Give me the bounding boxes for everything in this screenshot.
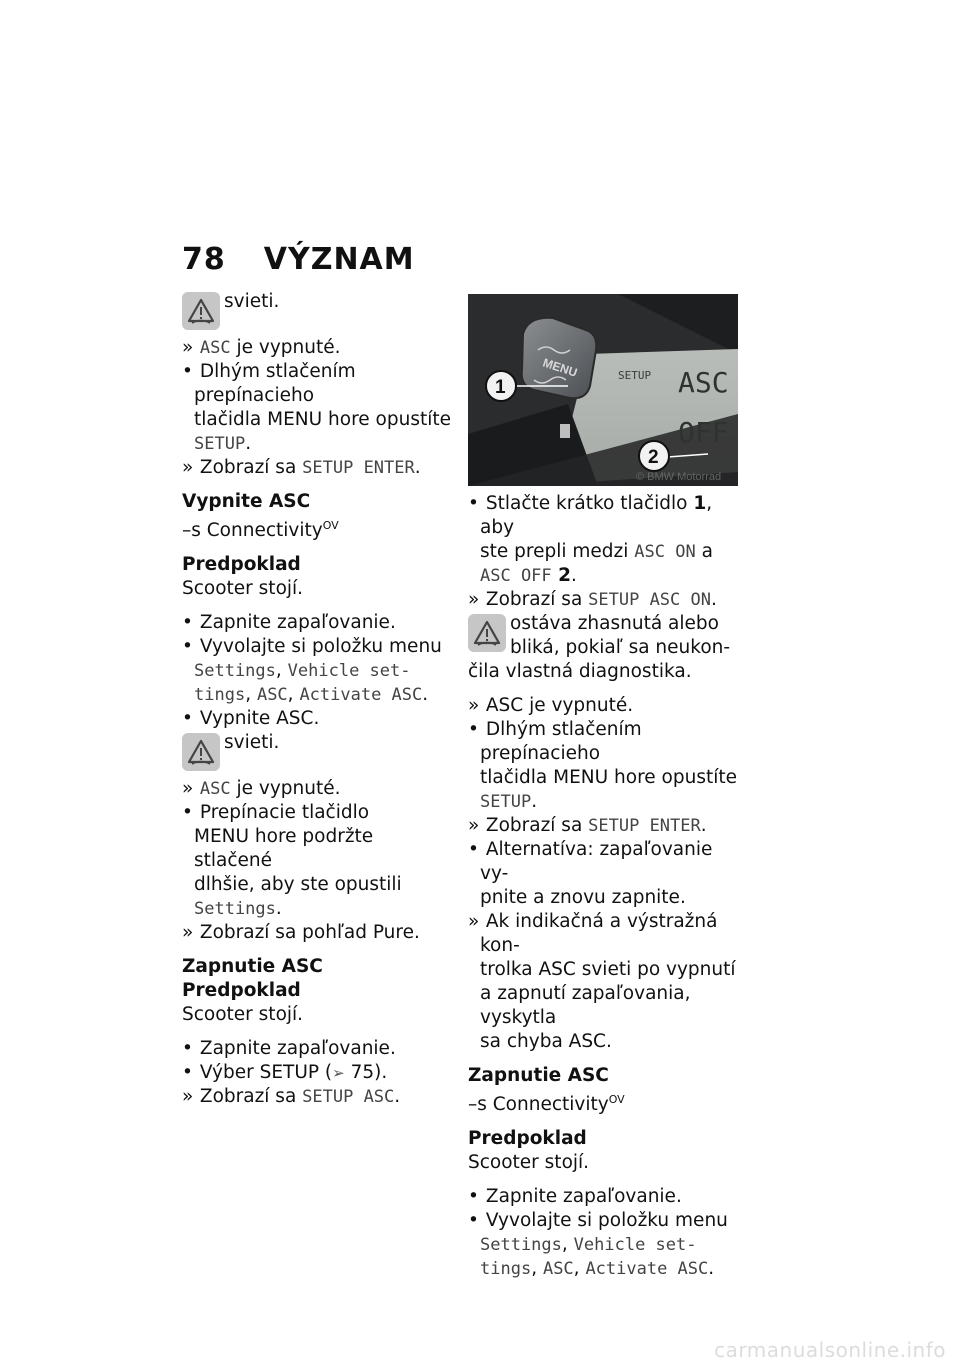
prerequisite-text: Scooter stojí. (182, 1004, 304, 1026)
bullet-line: • Vyvolajte si položku menu (468, 1210, 728, 1232)
bullet-line: • Stlačte krátko tlačidlo 1, aby (468, 493, 713, 538)
section-heading: Zapnutie ASC (468, 1065, 609, 1086)
asc-warning-icon (182, 292, 220, 330)
bullet-line: • Vyvolajte si položku menu (182, 636, 442, 658)
result-line: » Zobrazí sa SETUP ENTER. (182, 457, 421, 478)
svg-text:MENU: MENU (541, 355, 580, 380)
prerequisite-heading: Predpoklad (182, 554, 301, 576)
section-heading: Zapnutie ASC (182, 956, 323, 978)
bullet-line: • Alternatíva: zapaľovanie vy- (468, 839, 713, 884)
warning-row (182, 731, 452, 771)
bullet-line: • Zapnite zapaľovanie. (182, 612, 396, 634)
callout-2 (639, 441, 669, 471)
result-line: » Zobrazí sa SETUP ASC ON. (468, 589, 717, 610)
page-title: VÝZNAM (263, 242, 415, 277)
warning-text: ostáva zhasnutá alebo bliká, pokiaľ sa neukon- (510, 613, 731, 658)
bullet-line: • Dlhým stlačením prepínacieho (182, 361, 356, 406)
prerequisite-heading: Predpoklad (468, 1128, 587, 1150)
page-reference-arrow-icon: ➢ (332, 1064, 345, 1083)
bullet-line: • Zapnite zapaľovanie. (468, 1186, 682, 1208)
dashboard-photo (468, 294, 738, 486)
prerequisite-heading: Predpoklad (182, 980, 301, 1002)
warning-row (182, 290, 452, 330)
result-line: » Zobrazí sa SETUP ASC. (182, 1086, 401, 1108)
svg-text:2: 2 (648, 447, 659, 468)
warning-text: svieti. (224, 291, 280, 312)
bullet-line: • Výber SETUP (➢ 75). (182, 1062, 388, 1084)
warning-text: svieti. (224, 732, 280, 754)
result-line: » Ak indikačná a výstražná kon- (468, 911, 718, 956)
svg-text:SETUP: SETUP (618, 369, 652, 382)
page-header (182, 242, 415, 277)
callout-1 (486, 371, 516, 401)
left-column: svieti. » ASC je vypnuté. • Dlhým stlačením prepínacieho tlačidla MENU hore opustíte SETUP. » Zobrazí sa SETUP ENTER. Vypnite ASC –s Connectivity$^{OV}$ Predpoklad Scooter stojí. • Zapnite zapaľovanie. • Vyvolajte si položku menu Settings, Vehicle set- tings, ASC, Activate ASC. • Vypnite ASC. svieti. » ASC je vypnuté. • Prepínacie tlačidlo MENU hore podržte stlačené dlhšie, aby ste opustili Settings. » Zobrazí sa pohľad Pure. Zapnutie ASC Predpoklad Scooter stojí. • Zapnite zapaľovanie. • Výber SETUP (➢ 75). » Zobrazí sa SETUP ASC. (182, 291, 452, 1108)
prerequisite-text: Scooter stojí. (468, 1152, 590, 1174)
svg-text:OFF: OFF (678, 416, 729, 449)
asc-warning-icon (468, 614, 506, 652)
connectivity-note: –s Connectivity$^{OV}$ (182, 519, 339, 542)
result-line: » Zobrazí sa SETUP ENTER. (468, 815, 707, 836)
bullet-line: • Vypnite ASC. (182, 708, 320, 730)
footer (0, 1338, 960, 1362)
warning-row (468, 612, 740, 660)
svg-text:1: 1 (495, 377, 506, 398)
result-line: » Zobrazí sa pohľad Pure. (182, 922, 420, 944)
bullet-line: • Zapnite zapaľovanie. (182, 1038, 396, 1060)
watermark: © BMW Motorrad (636, 471, 722, 483)
page-number: 78 (182, 242, 226, 277)
result-line: » ASC je vypnuté. (182, 778, 341, 800)
asc-warning-icon (182, 733, 220, 771)
result-line: » ASC je vypnuté. (182, 337, 341, 358)
right-column: • Stlačte krátko tlačidlo 1, aby ste prepli medzi ASC ON a ASC OFF 2. » Zobrazí sa SETUP ASC ON. ostáva zhasnutá alebo bliká, pokiaľ sa neukon- čila vlastná diagnostika. » ASC je vypnuté. • Dlhým stlačením prepínacieho tlačidla MENU hore opustíte SETUP. » Zobrazí sa SETUP ENTER. • Alternatíva: zapaľovanie vy- pnite a znovu zapnite. » Ak indikačná a výstražná kon- trolka ASC svieti po vypnutí a zapnutí zapaľovania, vyskytla sa chyba ASC. Zapnutie ASC –s Connectivity$^{OV}$ Predpoklad Scooter stojí. • Zapnite zapaľovanie. • Vyvolajte si položku menu Settings, Vehicle set- tings, ASC, Activate ASC. (468, 492, 740, 1281)
bullet-line: • Prepínacie tlačidlo (182, 802, 370, 824)
page-reference-link[interactable]: 75 (350, 1062, 375, 1084)
result-line: » ASC je vypnuté. (468, 695, 634, 716)
prerequisite-text: Scooter stojí. (182, 578, 304, 600)
connectivity-note: –s Connectivity$^{OV}$ (468, 1093, 625, 1116)
svg-text:ASC: ASC (678, 366, 729, 399)
section-heading: Vypnite ASC (182, 491, 311, 512)
footer-watermark-url: carmanualsonline.info (714, 1338, 946, 1362)
bullet-line: • Dlhým stlačením prepínacieho (468, 719, 642, 764)
